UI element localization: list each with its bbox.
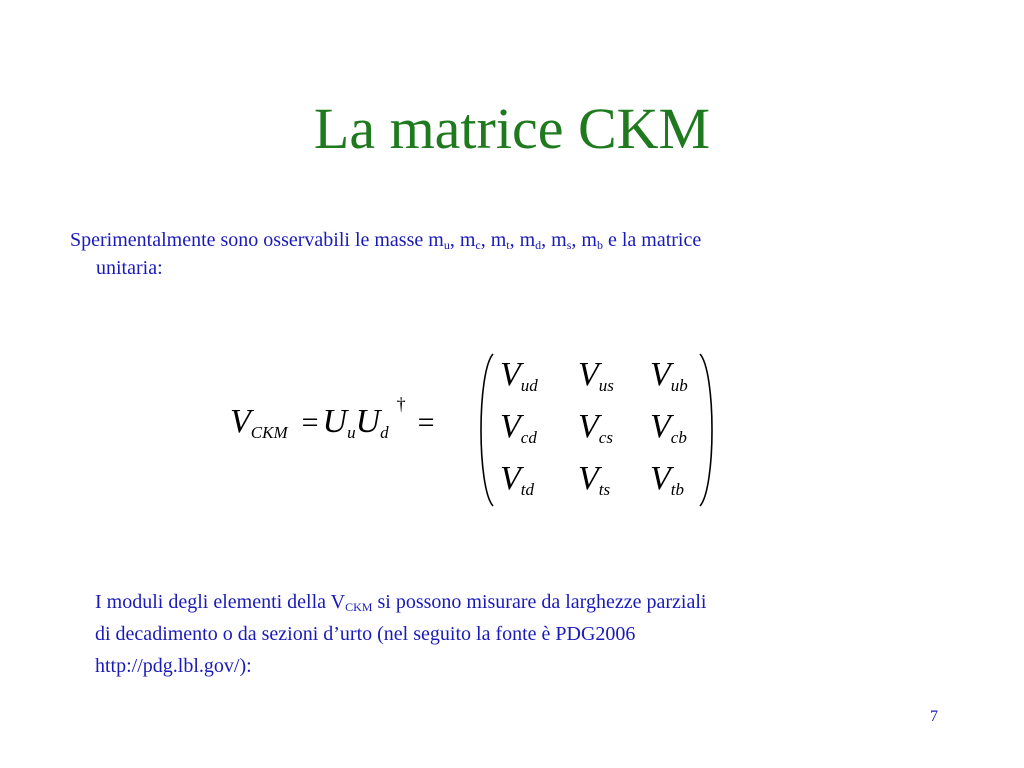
dagger-symbol: †	[396, 394, 406, 414]
v-ckm-symbol: V	[230, 403, 251, 440]
matrix-cell-tb	[650, 460, 684, 498]
slide-title: La matrice CKM	[313, 96, 711, 161]
u-subscript-d: d	[380, 423, 389, 442]
cell-subscript: ud	[520, 376, 538, 395]
cell-symbol: V	[500, 356, 521, 393]
ckm-matrix	[492, 352, 704, 508]
cell-symbol: V	[500, 408, 521, 445]
intro-paragraph	[70, 226, 920, 282]
mass-sep: , m	[480, 229, 507, 251]
intro-text-start: Sperimentalmente sono osservabili le masse m	[70, 229, 444, 251]
mass-sep: , m	[571, 229, 597, 251]
mass-sep: , m	[509, 229, 536, 251]
cell-subscript: us	[598, 376, 614, 395]
intro-line-2: unitaria:	[96, 257, 163, 279]
cell-symbol: V	[500, 460, 521, 497]
cell-symbol: V	[650, 408, 671, 445]
cell-subscript: cd	[520, 428, 537, 447]
note-line-1	[95, 586, 935, 618]
note-line-3: http://pdg.lbl.gov/):	[95, 655, 252, 677]
note-line-2: di decadimento o da sezioni d’urto (nel seguito la fonte è PDG2006	[95, 623, 636, 645]
matrix-cell-ud	[500, 356, 538, 394]
note-ckm-subscript: CKM	[345, 600, 373, 614]
mass-sub-s: s	[566, 238, 572, 252]
matrix-cell-us	[578, 356, 614, 394]
cell-subscript: ts	[598, 480, 611, 499]
mass-sub-t: t	[506, 238, 510, 252]
matrix-cell-ts	[578, 460, 610, 498]
mass-sub-d: d	[535, 238, 542, 252]
page-number: 7	[930, 708, 938, 725]
mass-sub-b: b	[596, 238, 603, 252]
note-paragraph	[95, 586, 935, 682]
intro-line-1	[70, 226, 920, 254]
u-symbol-2: U	[355, 403, 381, 440]
u-symbol-1: U	[322, 403, 348, 440]
cell-subscript: cs	[598, 428, 613, 447]
v-ckm-subscript: CKM	[250, 423, 288, 442]
cell-subscript: td	[520, 480, 535, 499]
formula-lhs	[230, 394, 435, 442]
u-subscript-u: u	[347, 423, 356, 442]
cell-symbol: V	[650, 356, 671, 393]
equals-sign-2: =	[417, 406, 435, 439]
mass-sep: , m	[449, 229, 476, 251]
matrix-cell-td	[500, 460, 534, 498]
cell-symbol: V	[578, 356, 599, 393]
matrix-cell-cs	[578, 408, 613, 446]
matrix-cell-cd	[500, 408, 537, 446]
note-line-1-end: si possono misurare da larghezze parziali	[372, 591, 707, 613]
note-line-1-start: I moduli degli elementi della V	[95, 591, 346, 613]
cell-symbol: V	[578, 408, 599, 445]
matrix-cell-cb	[650, 408, 687, 446]
cell-subscript: ub	[670, 376, 688, 395]
equals-sign-1: =	[301, 406, 319, 439]
intro-text-end: e la matrice	[602, 229, 702, 251]
cell-subscript: cb	[670, 428, 687, 447]
ckm-formula	[230, 340, 720, 510]
cell-subscript: tb	[670, 480, 685, 499]
mass-sub-c: c	[475, 238, 481, 252]
mass-sep: , m	[541, 229, 567, 251]
cell-symbol: V	[650, 460, 671, 497]
cell-symbol: V	[578, 460, 599, 497]
matrix-cell-ub	[650, 356, 688, 394]
mass-sub-u: u	[443, 238, 450, 252]
